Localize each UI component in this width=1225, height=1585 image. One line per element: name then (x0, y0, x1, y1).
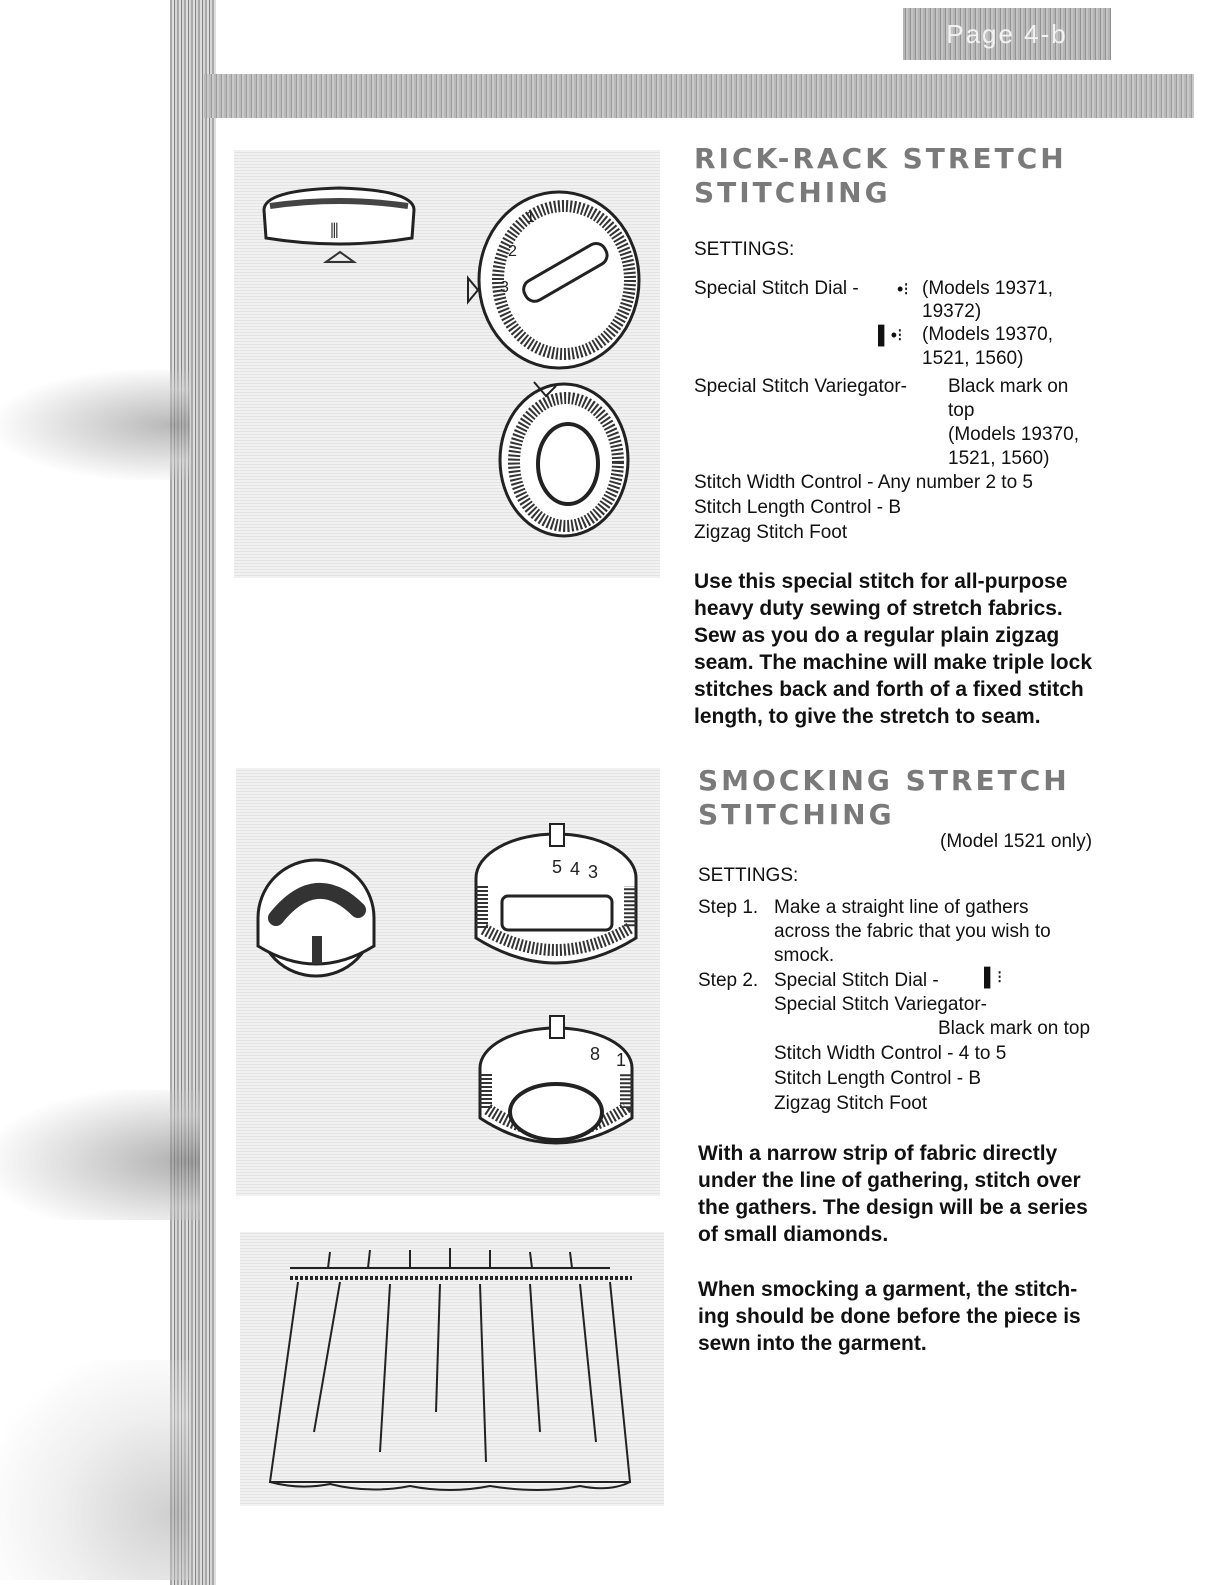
illustration-smocked-fabric (240, 1232, 664, 1506)
dial-number: 3 (588, 862, 599, 882)
description-line: length, to give the stretch to seam. (694, 705, 1041, 728)
dial-models-b2: 1521, 1560) (922, 348, 1024, 369)
pattern-dial-icon (258, 860, 374, 976)
stitch-symbol-icon: ▌⁝ (984, 967, 1003, 987)
variegator-value2: top (948, 400, 975, 421)
dial-number: 3 (500, 279, 509, 296)
binding-edge (170, 0, 216, 1585)
step2-foot: Zigzag Stitch Foot (774, 1093, 928, 1114)
fabric-gathers-icon (270, 1248, 632, 1490)
paragraph-line: When smocking a garment, the stitch- (698, 1278, 1078, 1301)
presser-foot: Zigzag Stitch Foot (694, 522, 848, 543)
paragraph-line: sewn into the garment. (698, 1332, 927, 1355)
section1-description (694, 568, 1114, 730)
dial-illustration (234, 150, 660, 578)
section1-settings-label: SETTINGS: (694, 239, 795, 260)
step1-text: Make a straight line of gathers (774, 897, 1029, 918)
scan-noise (0, 1090, 200, 1220)
page-label: Page 4-b (946, 18, 1068, 49)
fabric-illustration (240, 1232, 664, 1506)
svg-text:⦀: ⦀ (330, 219, 339, 243)
model-note: (Model 1521 only) (940, 831, 1093, 852)
stitch-length: Stitch Length Control - B (694, 497, 901, 518)
dial-number: 1 (616, 1050, 627, 1070)
paragraph-line: ing should be done before the piece is (698, 1305, 1081, 1328)
variegator-models2: 1521, 1560) (948, 448, 1050, 469)
description-line: stitches back and forth of a fixed stitch (694, 678, 1084, 701)
stitch-dial-knob-icon (468, 192, 639, 368)
step2-variegator: Special Stitch Variegator- (774, 994, 987, 1015)
dial-label: Special Stitch Dial - (694, 278, 859, 299)
stitch-symbol-icon: •⁝ (897, 279, 910, 299)
page-label-tab (903, 8, 1111, 60)
stitch-width: Stitch Width Control - Any number 2 to 5 (694, 472, 1033, 493)
description-line: Use this special stitch for all-purpose (694, 570, 1068, 593)
dial-illustration (236, 768, 660, 1196)
scan-noise (0, 370, 190, 480)
step2-dial: Special Stitch Dial - (774, 970, 939, 991)
section2-title-line1: SMOCKING STRETCH (698, 764, 1070, 797)
dial-number: 5 (552, 857, 563, 877)
pattern-window-icon (264, 188, 414, 262)
description-line: seam. The machine will make triple lock (694, 651, 1092, 674)
step1-label: Step 1. (698, 897, 759, 918)
dial-number: 1 (526, 209, 535, 226)
paragraph-line: the gathers. The design will be a series (698, 1196, 1088, 1219)
variegator-knob-icon (500, 382, 628, 536)
variegator-knob-icon (480, 1016, 632, 1143)
section2-title-line2: STITCHING (698, 798, 895, 831)
dial-number: 2 (508, 243, 517, 260)
dial-number: 4 (570, 859, 581, 879)
step2-length: Stitch Length Control - B (774, 1068, 981, 1089)
dial-models-b1: (Models 19370, (922, 324, 1053, 345)
header-band (204, 74, 1194, 118)
step2-label: Step 2. (698, 970, 759, 991)
paragraph-line: under the line of gathering, stitch over (698, 1169, 1081, 1192)
description-line: heavy duty sewing of stretch fabrics. (694, 597, 1063, 620)
step1-text: across the fabric that you wish to (774, 921, 1051, 942)
variegator-label: Special Stitch Variegator- (694, 376, 907, 397)
step2-width: Stitch Width Control - 4 to 5 (774, 1043, 1007, 1064)
illustration-dials-rickrack (234, 150, 660, 578)
scan-noise (0, 1360, 190, 1580)
section1-title-line2: STITCHING (694, 176, 891, 209)
description-line: Sew as you do a regular plain zigzag (694, 624, 1060, 647)
dial-number: 8 (590, 1044, 601, 1064)
section2-paragraph-1 (698, 1140, 1118, 1248)
variegator-models1: (Models 19370, (948, 424, 1079, 445)
dial-models-a2: 19372) (922, 301, 982, 322)
illustration-dials-smocking (236, 768, 660, 1196)
section2-settings-label: SETTINGS: (698, 865, 799, 886)
dial-models-a1: (Models 19371, (922, 278, 1053, 299)
stitch-symbol-icon: ▌•⁝ (878, 325, 903, 345)
paragraph-line: of small diamonds. (698, 1223, 889, 1246)
section2-paragraph-2 (698, 1276, 1118, 1357)
variegator-value1: Black mark on (948, 376, 1069, 397)
section1-title-line1: RICK-RACK STRETCH (694, 142, 1067, 175)
paragraph-line: With a narrow strip of fabric directly (698, 1142, 1058, 1165)
step1-text: smock. (774, 945, 835, 966)
step2-variegator-value: Black mark on top (938, 1018, 1091, 1039)
stitch-dial-knob-icon (476, 824, 636, 963)
